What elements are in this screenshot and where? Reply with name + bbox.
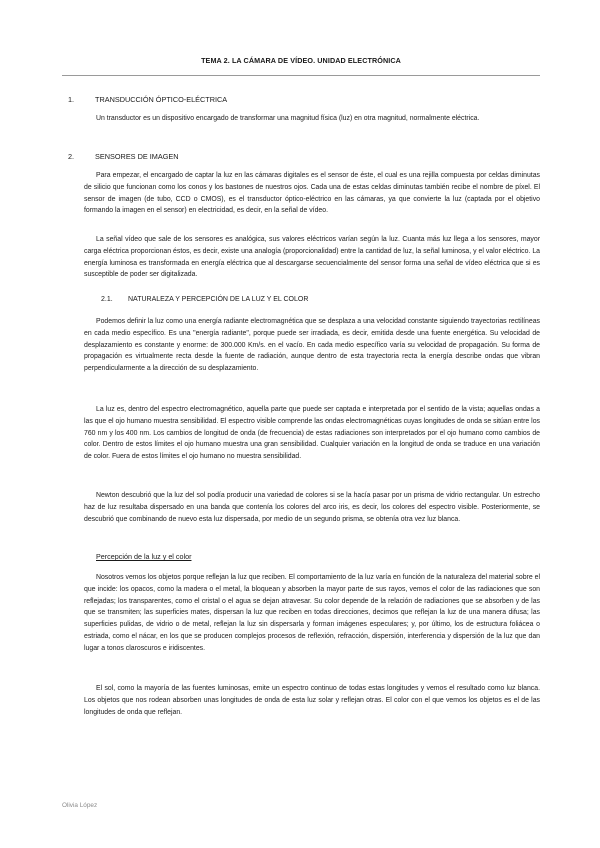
section-heading-1 [68, 95, 227, 104]
paragraph: Para empezar, el encargado de captar la luz en las cámaras digitales es el sensor de éste, el cual es una rejilla compuesta por celdas diminutas de silicio que funcionan como los conos y los bastones de nuestros ojos. Cada una de estas celdas diminutas también recibe el nombre de píxel. El sensor de imagen (de tubo, CCD o CMOS), es el transductor óptico-eléctrico en las cámaras, ya que convierte la luz (captada por el objetivo formando la imagen en el sensor) en electricidad, es decir, en la señal de vídeo. [84, 172, 540, 215]
title-divider [62, 75, 540, 76]
paragraph: Un transductor es un dispositivo encargado de transformar una magnitud física (luz) en otra magnitud, normalmente eléctrica. [96, 115, 480, 122]
paragraph: La luz es, dentro del espectro electromagnético, aquella parte que puede ser captada e interpretada por el sentido de la vista; aquellas ondas a las que el ojo humano muestra sensibilidad. El espectro visible comprende las ondas electromagnéticas cuyas longitudes de onda se sitúan entre los 760 nm y los 400 nm. Los cambios de longitud de onda (de frecuencia) de estas radiaciones son interpretados por el ojo humano como cambios de color. Dentro de estos límites el ojo humano muestra una gran sensibilidad. Cualquier variación en la longitud de onda se traduce en una variación de color. Fuera de estos límites el ojo humano no muestra sensibilidad. [84, 406, 540, 461]
section-number: 2. [68, 152, 75, 161]
underlined-subtitle: Percepción de la luz y el color [96, 552, 192, 561]
section-title: TRANSDUCCIÓN ÓPTICO-ELÉCTRICA [95, 95, 228, 104]
paragraph: Newton descubrió que la luz del sol podía producir una variedad de colores si se la hacía pasar por un prisma de vidrio rectangular. Un estrecho haz de luz resultaba dispersado en una banda que contenía los colores del arco iris, es decir, los colores del espectro visible. Posteriormente, se descubrió que combinando de nuevo esta luz dispersada, por medio de un segundo prisma, se obtenía otra vez luz blanca. [84, 492, 540, 523]
section-number: 1. [68, 95, 75, 104]
subsection-title: NATURALEZA Y PERCEPCIÓN DE LA LUZ Y EL COLOR [128, 296, 309, 303]
paragraph: La señal vídeo que sale de los sensores es analógica, sus valores eléctricos varían según la luz. Cuanta más luz llega a los sensores, mayor carga eléctrica proporcionan éstos, es decir, existe una analogía (proporcionalidad) entre la cantidad de luz, la señal luminosa, y el valor eléctrico. La energía luminosa es transformada en energía eléctrica que al descargarse secuencialmente del sensor forma una señal de vídeo eléctrica que si es susceptible de poder ser digitalizada. [84, 236, 540, 279]
paragraph: El sol, como la mayoría de las fuentes luminosas, emite un espectro continuo de todas estas longitudes y vemos el resultado como luz blanca. Los objetos que nos rodean absorben unas longitudes de onda de esta luz solar y reflejan otras. El color con el que vemos los objetos es el de las longitudes de onda que reflejan. [84, 685, 540, 716]
subsection-number: 2.1. [101, 296, 113, 303]
section-title: SENSORES DE IMAGEN [95, 152, 179, 161]
paragraph: Podemos definir la luz como una energía radiante electromagnética que se desplaza a una velocidad constante siguiendo trayectorias rectilíneas en cada medio específico. Es una "energía radiante", porque puede ser irradiada, es decir, emitida desde una fuente energética. Su velocidad de desplazamiento es constante y enorme: de 300.000 Km/s. en el vacío. En cada medio específico varía su velocidad de propagación. Su forma de propagación es virtualmente recta desde la fuente de radiación, aunque dentro de esta trayectoria recta la energía describe ondas que vibran perpendicularmente a la dirección de su desplazamiento. [84, 318, 540, 373]
footer-author: Olivia López [62, 802, 98, 809]
subsection-heading [101, 296, 308, 303]
document-title: TEMA 2. LA CÁMARA DE VÍDEO. UNIDAD ELECTRÓNICA [201, 56, 401, 65]
section-heading-2 [68, 152, 179, 161]
paragraph: Nosotros vemos los objetos porque reflejan la luz que reciben. El comportamiento de la luz varía en función de la naturaleza del material sobre el que incide: los opacos, como la madera o el metal, la bloquean y absorben la mayor parte de sus rayos, vemos el color de las radiaciones que son reflejadas; los transparentes, como el cristal o el agua se dejan atravesar. Su color depende de la relación de radiaciones que se absorben y de las que se transmiten; las superficies mates, dispersan la luz que reciben en todas direcciones, decimos que reflejan la luz de una manera difusa; las superficies pulidas, de vidrio o de metal, reflejan la luz sin dispersarla y forman imágenes especulares; y, por último, los de estructura foliácea o estriada, como el nácar, en los que se producen complejos procesos de reflexión, refracción, dispersión, interferencia y dispersión de la luz que dan lugar a tonos claroscuros e iridiscentes. [84, 574, 540, 652]
